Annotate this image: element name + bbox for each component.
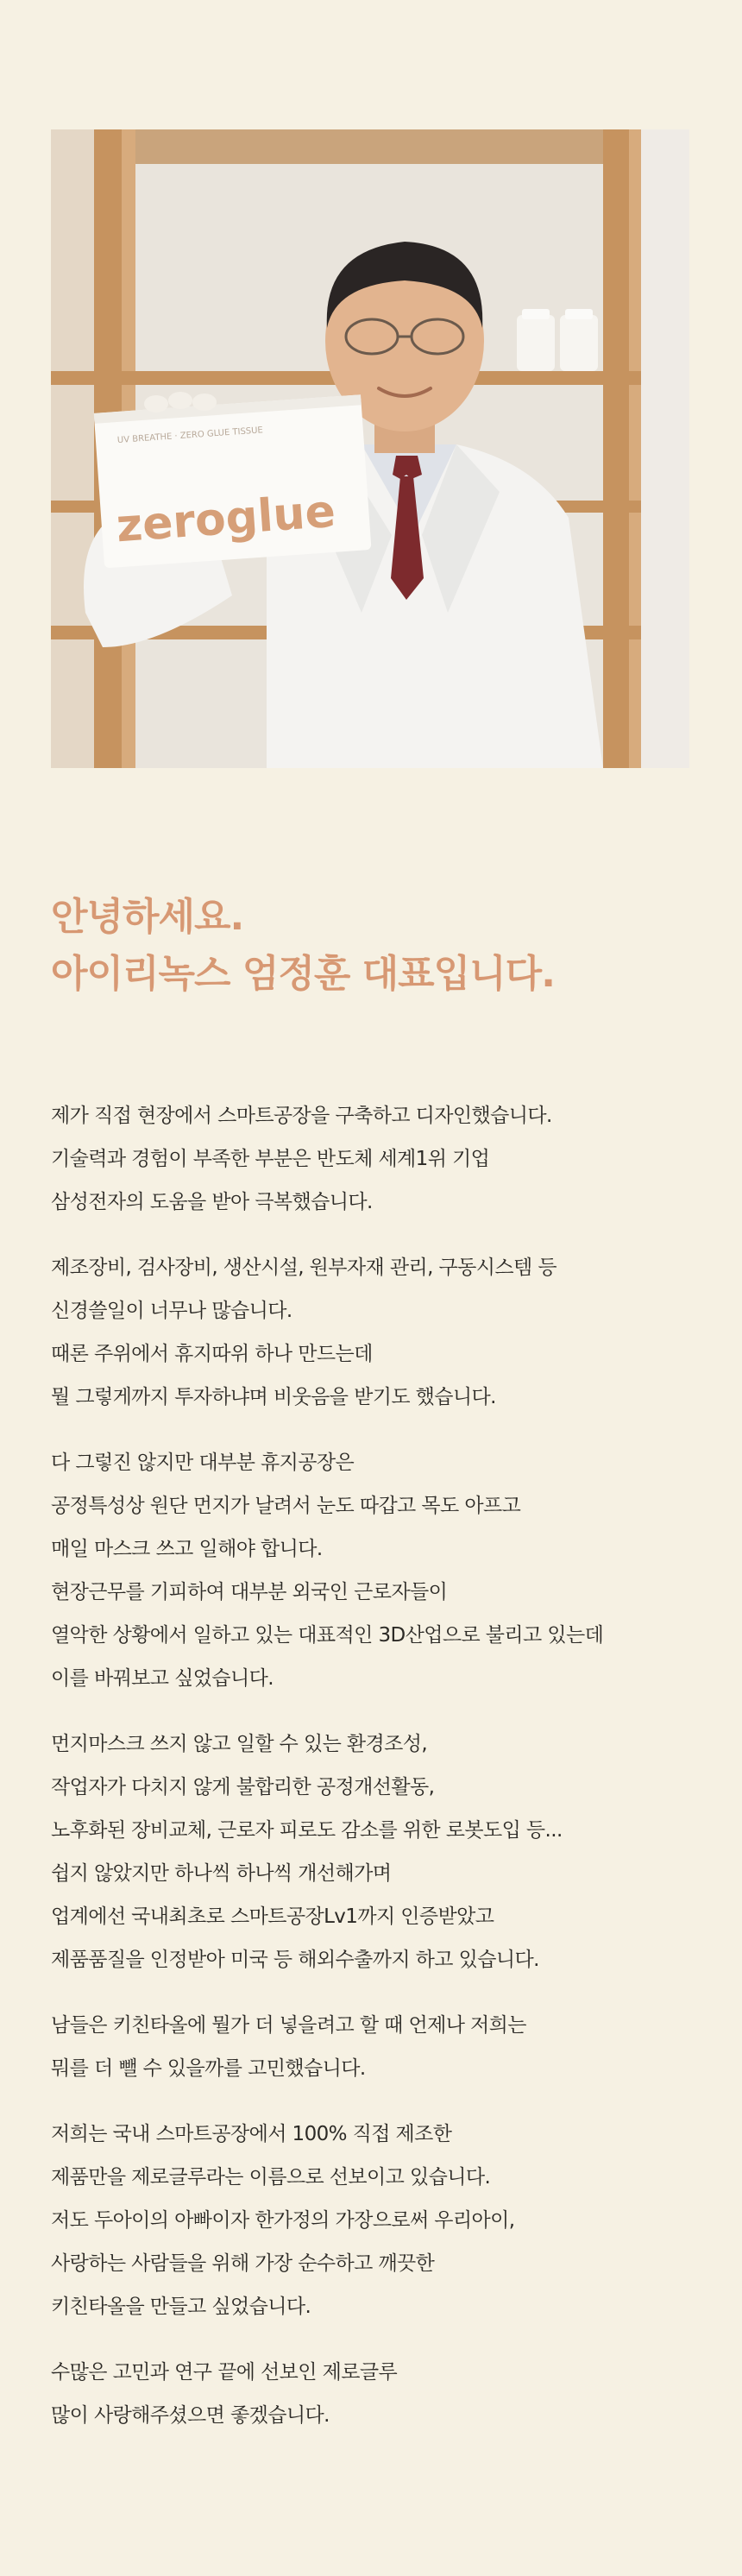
ceo-photo bbox=[51, 129, 689, 768]
product-small-label: UV BREATHE · ZERO GLUE TISSUE bbox=[116, 425, 264, 446]
text-line: 제품만을 제로글루라는 이름으로 선보이고 있습니다. bbox=[51, 2166, 491, 2189]
text-line: 노후화된 장비교체, 근로자 피로도 감소를 위한 로봇도입 등... bbox=[51, 1819, 563, 1842]
text-line: 제가 직접 현장에서 스마트공장을 구축하고 디자인했습니다. bbox=[51, 1105, 552, 1127]
paragraph-2 bbox=[51, 1246, 724, 1419]
product-brand-logo: zeroglue bbox=[114, 485, 337, 553]
text-line: 신경쓸일이 너무나 많습니다. bbox=[51, 1300, 292, 1322]
text-line: 매일 마스크 쓰고 일해야 합니다. bbox=[51, 1538, 323, 1560]
greeting-line-2: 아이리녹스 엄정훈 대표입니다. bbox=[51, 952, 555, 996]
text-line: 쉽지 않았지만 하나씩 하나씩 개선해가며 bbox=[51, 1862, 392, 1885]
text-line: 업계에선 국내최초로 스마트공장Lv1까지 인증받았고 bbox=[51, 1905, 494, 1928]
text-line: 삼성전자의 도움을 받아 극복했습니다. bbox=[51, 1191, 373, 1213]
text-line: 이를 바꿔보고 싶었습니다. bbox=[51, 1667, 274, 1690]
text-line: 제조장비, 검사장비, 생산시설, 원부자재 관리, 구동시스템 등 bbox=[51, 1257, 556, 1279]
paragraph-4 bbox=[51, 1723, 724, 1981]
paragraph-7 bbox=[51, 2351, 724, 2437]
text-line: 뭐를 더 뺄 수 있을까를 고민했습니다. bbox=[51, 2057, 366, 2080]
text-line: 뭘 그렇게까지 투자하냐며 비웃음을 받기도 했습니다. bbox=[51, 1386, 496, 1408]
paragraph-6 bbox=[51, 2113, 724, 2328]
paragraph-1 bbox=[51, 1094, 724, 1224]
text-line: 다 그렇진 않지만 대부분 휴지공장은 bbox=[51, 1452, 355, 1474]
greeting-line-1: 안녕하세요. bbox=[51, 895, 244, 939]
text-line: 제품품질을 인정받아 미국 등 해외수출까지 하고 있습니다. bbox=[51, 1949, 539, 1971]
text-line: 수많은 고민과 연구 끝에 선보인 제로글루 bbox=[51, 2361, 398, 2384]
text-line: 많이 사랑해주셨으면 좋겠습니다. bbox=[51, 2404, 330, 2427]
text-line: 때론 주위에서 휴지따위 하나 만드는데 bbox=[51, 1343, 373, 1365]
text-line: 남들은 키친타올에 뭘가 더 넣을려고 할 때 언제나 저희는 bbox=[51, 2014, 526, 2037]
text-line: 저희는 국내 스마트공장에서 100% 직접 제조한 bbox=[51, 2123, 452, 2145]
ceo-message bbox=[51, 1094, 724, 2459]
text-line: 작업자가 다치지 않게 불합리한 공정개선활동, bbox=[51, 1776, 435, 1798]
greeting-heading bbox=[51, 889, 707, 1003]
paragraph-3 bbox=[51, 1441, 724, 1700]
text-line: 기술력과 경험이 부족한 부분은 반도체 세계1위 기업 bbox=[51, 1148, 490, 1170]
text-line: 열악한 상황에서 일하고 있는 대표적인 3D산업으로 불리고 있는데 bbox=[51, 1624, 604, 1647]
text-line: 저도 두아이의 아빠이자 한가정의 가장으로써 우리아이, bbox=[51, 2209, 515, 2232]
text-line: 먼지마스크 쓰지 않고 일할 수 있는 환경조성, bbox=[51, 1733, 428, 1755]
ceo-photo-illustration bbox=[51, 129, 689, 768]
text-line: 키친타올을 만들고 싶었습니다. bbox=[51, 2296, 311, 2318]
text-line: 현장근무를 기피하여 대부분 외국인 근로자들이 bbox=[51, 1581, 448, 1603]
text-line: 공정특성상 원단 먼지가 날려서 눈도 따갑고 목도 아프고 bbox=[51, 1495, 521, 1517]
text-line: 사랑하는 사람들을 위해 가장 순수하고 깨끗한 bbox=[51, 2252, 435, 2275]
paragraph-5 bbox=[51, 2004, 724, 2090]
